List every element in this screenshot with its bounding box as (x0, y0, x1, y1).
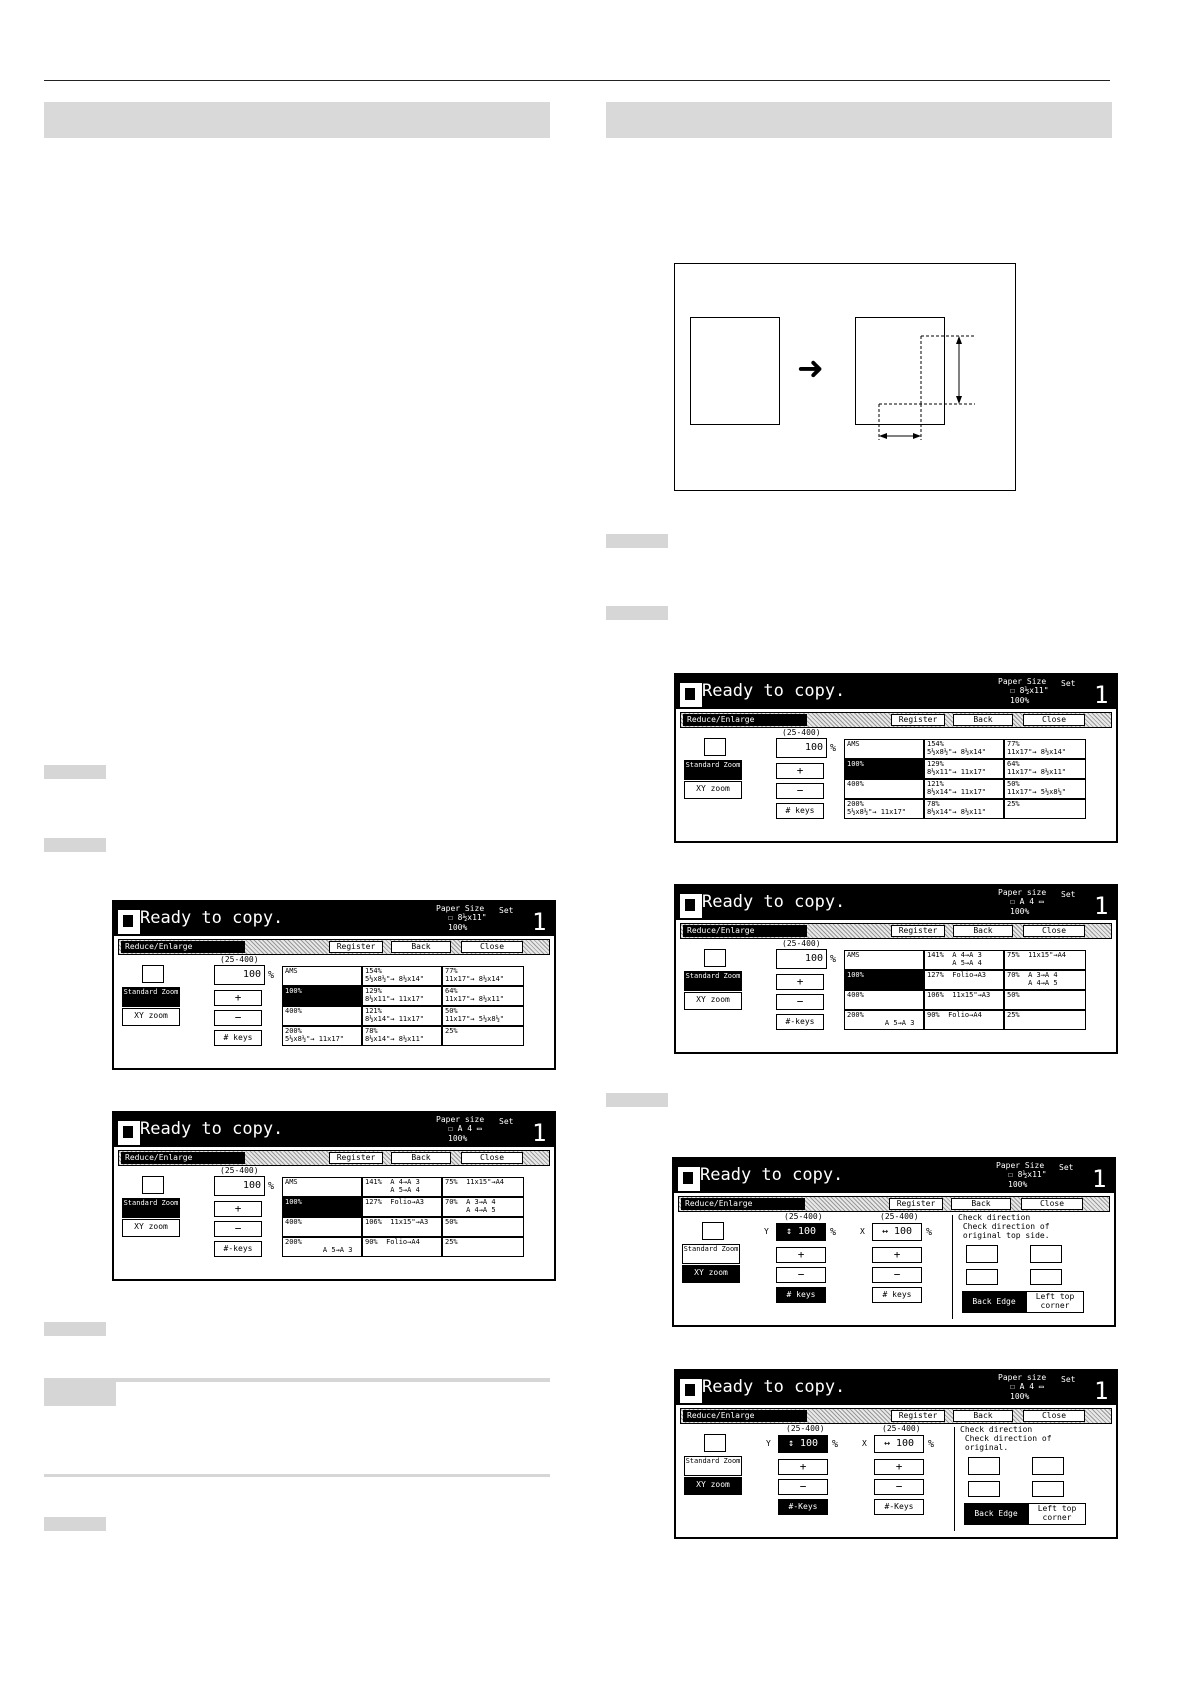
x-axis-label: X (862, 1439, 867, 1448)
zoom-mode-icon (704, 738, 726, 756)
copier-panel-3 (674, 673, 1118, 843)
ready-message: Ready to copy. (702, 892, 846, 912)
zoom-range: (25-400) (220, 1166, 259, 1175)
copier-panel-2 (112, 1111, 556, 1281)
close-button[interactable]: Close (1021, 1198, 1083, 1210)
orientation-left-alt-icon[interactable] (1030, 1269, 1062, 1285)
zoom-mode-icon (142, 1176, 164, 1194)
paper-size-label: Paper size (998, 1373, 1047, 1382)
zoom-percent: 100% (448, 923, 468, 932)
zoom-preset-button[interactable]: 400% (282, 1006, 362, 1026)
paper-size-label: Paper Size (998, 677, 1047, 686)
copy-count: 1 (1094, 892, 1109, 920)
back-edge-button[interactable]: Back Edge (962, 1291, 1026, 1313)
tab-reduce-enlarge[interactable]: Reduce/Enlarge (681, 1198, 805, 1210)
set-label: Set (499, 1117, 514, 1126)
function-strip (118, 1150, 550, 1166)
y-zoom-value[interactable]: ↕ 100 (778, 1435, 828, 1453)
paper-size-value: ☐ A 4 ▭ (448, 1124, 482, 1133)
back-button[interactable]: Back (953, 1410, 1013, 1422)
function-strip (678, 1196, 1110, 1212)
zoom-preset-button[interactable]: 90% Folio→A4 (362, 1237, 442, 1257)
zoom-preset-button[interactable]: 77% 11x17"→ 8½x14" (1004, 739, 1086, 759)
zoom-preset-button[interactable]: 75% 11x15"→A4 (442, 1177, 524, 1197)
divider (954, 1427, 955, 1531)
standard-zoom-button[interactable]: Standard Zoom (684, 971, 742, 991)
step-marker-2 (44, 838, 106, 852)
document-icon (680, 1379, 702, 1403)
zoom-preset-button[interactable]: 154% 5½x8½"→ 8½x14" (924, 739, 1004, 759)
x-numeric-keys-button[interactable]: #-Keys (874, 1499, 924, 1515)
y-axis-label: Y (764, 1227, 769, 1236)
zoom-preset-button[interactable]: 141% A 4→A 3 A 5→A 4 (924, 950, 1004, 970)
back-button[interactable]: Back (953, 925, 1013, 937)
zoom-preset-button[interactable]: 100% (844, 970, 924, 990)
paper-size-label: Paper size (436, 1115, 485, 1124)
back-button[interactable]: Back (951, 1198, 1011, 1210)
orientation-left-alt-icon[interactable] (1032, 1481, 1064, 1497)
zoom-preset-button[interactable]: 50% 11x17"→ 5½x8½" (442, 1006, 524, 1026)
orientation-back-alt-icon[interactable] (968, 1481, 1000, 1497)
orientation-left-icon[interactable] (1032, 1457, 1064, 1475)
orientation-back-icon[interactable] (968, 1457, 1000, 1475)
status-bar (676, 675, 1116, 709)
zoom-preset-button[interactable]: 90% Folio→A4 (924, 1010, 1004, 1030)
copier-panel-6 (674, 1369, 1118, 1539)
zoom-range: (25-400) (220, 955, 259, 964)
zoom-preset-button[interactable]: 121% 8½x14"→ 11x17" (924, 779, 1004, 799)
x-percent: % (926, 1227, 933, 1238)
y-axis-label: Y (766, 1439, 771, 1448)
zoom-preset-button[interactable]: AMS (844, 739, 924, 759)
zoom-preset-button[interactable]: 100% (844, 759, 924, 779)
paper-size-value: ☐ 8½x11" (1008, 1170, 1047, 1179)
zoom-mode-icon (704, 949, 726, 967)
zoom-preset-button[interactable]: 127% Folio→A3 (362, 1197, 442, 1217)
paper-size-label: Paper size (998, 888, 1047, 897)
ready-message: Ready to copy. (140, 908, 284, 928)
set-label: Set (1059, 1163, 1074, 1172)
orientation-back-alt-icon[interactable] (966, 1269, 998, 1285)
step-marker-6 (606, 606, 668, 620)
left-top-corner-button[interactable]: Left top corner (1028, 1503, 1086, 1525)
y-range: (25-400) (786, 1424, 825, 1433)
zoom-preset-button[interactable]: 64% 11x17"→ 8½x11" (442, 986, 524, 1006)
percent-sign: % (830, 743, 837, 754)
arrow-icon: ➜ (797, 349, 824, 387)
zoom-preset-button[interactable]: 200% 5½x8½"→ 11x17" (844, 799, 924, 819)
x-plus-button[interactable]: + (874, 1459, 924, 1475)
zoom-preset-button[interactable]: 100% (282, 986, 362, 1006)
note-tag (44, 1382, 116, 1406)
document-icon (118, 910, 140, 934)
standard-zoom-button[interactable]: Standard Zoom (684, 760, 742, 780)
y-plus-button[interactable]: + (778, 1459, 828, 1475)
orientation-left-icon[interactable] (1030, 1245, 1062, 1263)
percent-sign: % (268, 1181, 275, 1192)
register-button[interactable]: Register (329, 1152, 383, 1164)
close-button[interactable]: Close (1023, 714, 1085, 726)
register-button[interactable]: Register (891, 1410, 945, 1422)
zoom-preset-button[interactable]: 50% (442, 1217, 524, 1237)
numeric-keys-button[interactable]: # keys (776, 803, 824, 819)
zoom-preset-button[interactable]: 106% 11x15"→A3 (362, 1217, 442, 1237)
zoom-preset-button[interactable]: 200% 5½x8½"→ 11x17" (282, 1026, 362, 1046)
x-plus-button[interactable]: + (872, 1247, 922, 1263)
zoom-percent: 100% (1010, 696, 1030, 705)
zoom-preset-button[interactable]: 200% A 5→A 3 (844, 1010, 924, 1030)
back-button[interactable]: Back (953, 714, 1013, 726)
zoom-value-field[interactable]: 100 (214, 965, 265, 985)
x-minus-button[interactable]: − (874, 1479, 924, 1495)
zoom-preset-button[interactable]: AMS (282, 1177, 362, 1197)
function-strip (118, 939, 550, 955)
step-marker-4 (44, 1517, 106, 1531)
back-button[interactable]: Back (391, 941, 451, 953)
x-numeric-keys-button[interactable]: # keys (872, 1287, 922, 1303)
ready-message: Ready to copy. (702, 1377, 846, 1397)
zoom-preset-button[interactable]: 154% 5½x8½"→ 8½x14" (362, 966, 442, 986)
paper-size-value: ☐ 8½x11" (448, 913, 487, 922)
function-strip (680, 923, 1112, 939)
percent-sign: % (268, 970, 275, 981)
dimension-lines (675, 264, 1015, 490)
zoom-preset-button[interactable]: 25% (442, 1026, 524, 1046)
tab-reduce-enlarge[interactable]: Reduce/Enlarge (683, 925, 807, 937)
x-zoom-value[interactable]: ↔ 100 (872, 1223, 922, 1241)
tab-reduce-enlarge[interactable]: Reduce/Enlarge (683, 714, 807, 726)
zoom-preset-button[interactable]: 25% (1004, 1010, 1086, 1030)
zoom-preset-button[interactable]: AMS (844, 950, 924, 970)
paper-size-label: Paper Size (436, 904, 485, 913)
status-bar (114, 1113, 554, 1147)
standard-zoom-button[interactable]: Standard Zoom (122, 987, 180, 1007)
document-icon (678, 1167, 700, 1191)
zoom-preset-button[interactable]: 129% 8½x11"→ 11x17" (924, 759, 1004, 779)
back-edge-button[interactable]: Back Edge (964, 1503, 1028, 1525)
x-axis-label: X (860, 1227, 865, 1236)
register-button[interactable]: Register (889, 1198, 943, 1210)
y-percent: % (832, 1439, 839, 1450)
xy-zoom-diagram (674, 263, 1016, 491)
tab-reduce-enlarge[interactable]: Reduce/Enlarge (121, 1152, 245, 1164)
document-icon (118, 1121, 140, 1145)
y-numeric-keys-button[interactable]: # keys (776, 1287, 826, 1303)
function-strip (680, 712, 1112, 728)
minus-button[interactable]: − (214, 1010, 262, 1026)
status-bar (114, 902, 554, 936)
zoom-range: (25-400) (782, 939, 821, 948)
zoom-preset-button[interactable]: 50% (1004, 990, 1086, 1010)
numeric-keys-button[interactable]: #-keys (776, 1014, 824, 1030)
zoom-mode-icon (142, 965, 164, 983)
zoom-mode-icon (702, 1222, 724, 1240)
zoom-preset-button[interactable]: 78% 8½x14"→ 8½x11" (924, 799, 1004, 819)
standard-zoom-button[interactable]: Standard Zoom (682, 1244, 740, 1264)
zoom-preset-button[interactable]: 70% A 3→A 4 A 4→A 5 (442, 1197, 524, 1217)
status-bar (674, 1159, 1114, 1193)
ready-message: Ready to copy. (700, 1165, 844, 1185)
register-button[interactable]: Register (329, 941, 383, 953)
copy-count: 1 (1094, 1377, 1109, 1405)
tab-reduce-enlarge[interactable]: Reduce/Enlarge (683, 1410, 807, 1422)
x-minus-button[interactable]: − (872, 1267, 922, 1283)
close-button[interactable]: Close (1023, 925, 1085, 937)
plus-button[interactable]: + (214, 1201, 262, 1217)
back-button[interactable]: Back (391, 1152, 451, 1164)
xy-zoom-button[interactable]: XY zoom (122, 1008, 180, 1026)
copy-count: 1 (532, 1119, 547, 1147)
zoom-value-field[interactable]: 100 (776, 738, 827, 758)
top-rule (44, 80, 1110, 81)
ready-message: Ready to copy. (140, 1119, 284, 1139)
zoom-preset-button[interactable]: 50% 11x17"→ 5½x8½" (1004, 779, 1086, 799)
plus-button[interactable]: + (776, 763, 824, 779)
xy-zoom-button[interactable]: XY zoom (684, 781, 742, 799)
zoom-range: (25-400) (782, 728, 821, 737)
zoom-preset-button[interactable]: AMS (282, 966, 362, 986)
close-button[interactable]: Close (461, 941, 523, 953)
x-zoom-value[interactable]: ↔ 100 (874, 1435, 924, 1453)
note-top-rule (44, 1378, 550, 1382)
step-marker-7 (606, 1093, 668, 1107)
copy-count: 1 (1094, 681, 1109, 709)
numeric-keys-button[interactable]: # keys (214, 1030, 262, 1046)
copier-panel-4 (674, 884, 1118, 1054)
ready-message: Ready to copy. (702, 681, 846, 701)
copy-count: 1 (532, 908, 547, 936)
minus-button[interactable]: − (776, 783, 824, 799)
divider (952, 1215, 953, 1319)
percent-sign: % (830, 954, 837, 965)
plus-button[interactable]: + (214, 990, 262, 1006)
step-marker-5 (606, 534, 668, 548)
set-label: Set (1061, 679, 1076, 688)
close-button[interactable]: Close (461, 1152, 523, 1164)
y-numeric-keys-button[interactable]: #-Keys (778, 1499, 828, 1515)
zoom-value-field[interactable]: 100 (776, 949, 827, 969)
zoom-preset-button[interactable]: 78% 8½x14"→ 8½x11" (362, 1026, 442, 1046)
standard-zoom-button[interactable]: Standard Zoom (122, 1198, 180, 1218)
zoom-preset-button[interactable]: 127% Folio→A3 (924, 970, 1004, 990)
set-label: Set (499, 906, 514, 915)
step-marker-1 (44, 765, 106, 779)
zoom-percent: 100% (448, 1134, 468, 1143)
zoom-value-field[interactable]: 100 (214, 1176, 265, 1196)
numeric-keys-button[interactable]: #-keys (214, 1241, 262, 1257)
right-section-header (606, 102, 1112, 138)
register-button[interactable]: Register (891, 714, 945, 726)
y-zoom-value[interactable]: ↕ 100 (776, 1223, 826, 1241)
standard-zoom-button[interactable]: Standard Zoom (684, 1456, 742, 1476)
y-percent: % (830, 1227, 837, 1238)
tab-reduce-enlarge[interactable]: Reduce/Enlarge (121, 941, 245, 953)
step-marker-3 (44, 1322, 106, 1336)
zoom-preset-button[interactable]: 400% (282, 1217, 362, 1237)
left-section-header (44, 102, 550, 138)
zoom-mode-icon (704, 1434, 726, 1452)
copier-panel-5 (672, 1157, 1116, 1327)
x-range: (25-400) (882, 1424, 921, 1433)
zoom-preset-button[interactable]: 400% (844, 990, 924, 1010)
zoom-preset-button[interactable]: 121% 8½x14"→ 11x17" (362, 1006, 442, 1026)
document-icon (680, 894, 702, 918)
xy-zoom-button[interactable]: XY zoom (684, 992, 742, 1010)
zoom-preset-button[interactable]: 70% A 3→A 4 A 4→A 5 (1004, 970, 1086, 990)
y-range: (25-400) (784, 1212, 823, 1221)
check-direction-text: Check direction Check direction of original top side. (958, 1213, 1050, 1240)
copy-count: 1 (1092, 1165, 1107, 1193)
set-label: Set (1061, 1375, 1076, 1384)
zoom-percent: 100% (1010, 907, 1030, 916)
minus-button[interactable]: − (776, 994, 824, 1010)
set-label: Set (1061, 890, 1076, 899)
paper-size-value: ☐ A 4 ▭ (1010, 897, 1044, 906)
zoom-preset-button[interactable]: 400% (844, 779, 924, 799)
zoom-preset-button[interactable]: 64% 11x17"→ 8½x11" (1004, 759, 1086, 779)
status-bar (676, 1371, 1116, 1405)
zoom-preset-button[interactable]: 75% 11x15"→A4 (1004, 950, 1086, 970)
register-button[interactable]: Register (891, 925, 945, 937)
zoom-preset-button[interactable]: 25% (442, 1237, 524, 1257)
xy-zoom-button[interactable]: XY zoom (684, 1477, 742, 1495)
status-bar (676, 886, 1116, 920)
orientation-back-icon[interactable] (966, 1245, 998, 1263)
zoom-percent: 100% (1008, 1180, 1028, 1189)
xy-zoom-button[interactable]: XY zoom (122, 1219, 180, 1237)
close-button[interactable]: Close (1023, 1410, 1085, 1422)
note-bottom-rule (44, 1474, 550, 1477)
zoom-preset-button[interactable]: 77% 11x17"→ 8½x14" (442, 966, 524, 986)
x-range: (25-400) (880, 1212, 919, 1221)
zoom-preset-button[interactable]: 141% A 4→A 3 A 5→A 4 (362, 1177, 442, 1197)
x-percent: % (928, 1439, 935, 1450)
zoom-percent: 100% (1010, 1392, 1030, 1401)
function-strip (680, 1408, 1112, 1424)
zoom-preset-button[interactable]: 129% 8½x11"→ 11x17" (362, 986, 442, 1006)
zoom-preset-button[interactable]: 100% (282, 1197, 362, 1217)
left-top-corner-button[interactable]: Left top corner (1026, 1291, 1084, 1313)
zoom-preset-button[interactable]: 106% 11x15"→A3 (924, 990, 1004, 1010)
zoom-preset-button[interactable]: 200% A 5→A 3 (282, 1237, 362, 1257)
check-direction-text: Check direction Check direction of original. (960, 1425, 1052, 1452)
y-minus-button[interactable]: − (778, 1479, 828, 1495)
plus-button[interactable]: + (776, 974, 824, 990)
minus-button[interactable]: − (214, 1221, 262, 1237)
copier-panel-1 (112, 900, 556, 1070)
zoom-preset-button[interactable]: 25% (1004, 799, 1086, 819)
paper-size-label: Paper Size (996, 1161, 1045, 1170)
paper-size-value: ☐ A 4 ▭ (1010, 1382, 1044, 1391)
y-minus-button[interactable]: − (776, 1267, 826, 1283)
paper-size-value: ☐ 8½x11" (1010, 686, 1049, 695)
xy-zoom-button[interactable]: XY zoom (682, 1265, 740, 1283)
y-plus-button[interactable]: + (776, 1247, 826, 1263)
document-icon (680, 683, 702, 707)
